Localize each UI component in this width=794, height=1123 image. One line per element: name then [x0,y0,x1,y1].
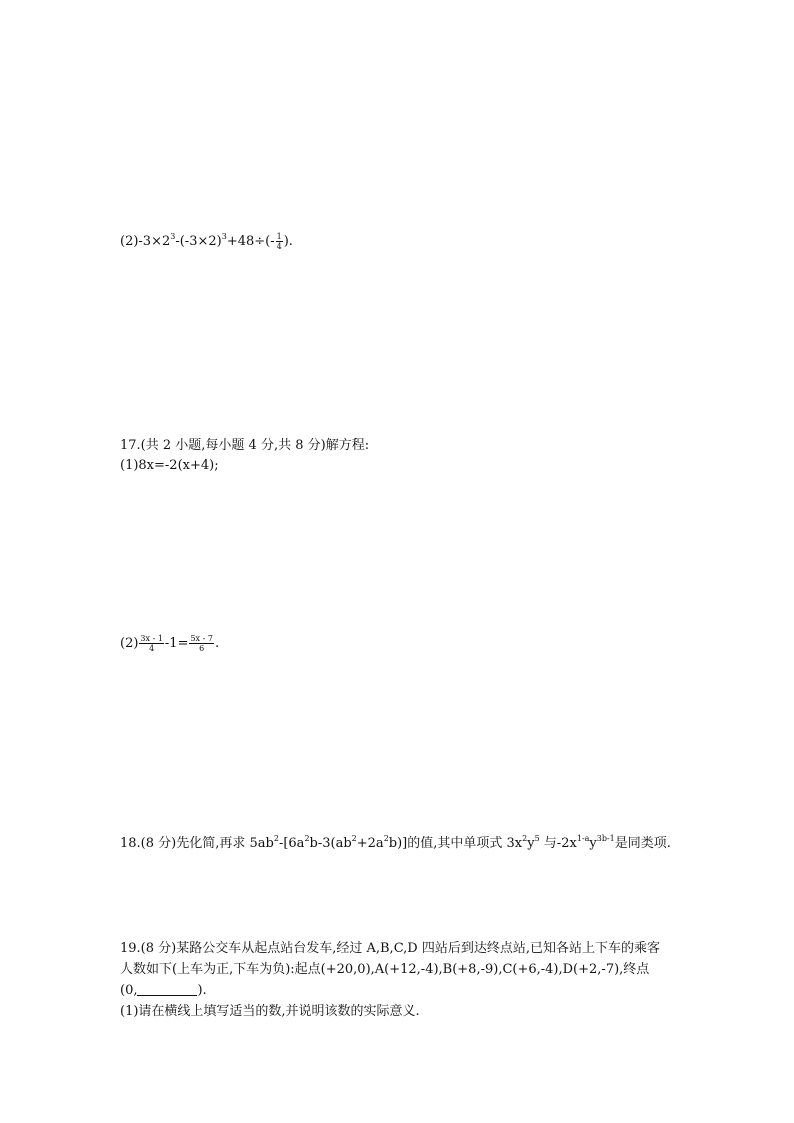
q17-header: 17.(共 2 小题,每小题 4 分,共 8 分)解方程: [120,438,370,453]
q17-text: -1= [164,636,189,651]
exponent: 5 [534,833,540,843]
fraction-denominator: 4 [149,644,155,653]
answer-blank[interactable] [137,982,197,996]
q17-part2 [120,634,219,654]
q16-part2 [120,232,293,252]
q18-text: 与-2x [539,836,577,851]
exponent: 3b-1 [596,833,615,843]
q16-text: ). [283,234,293,249]
q19-line3 [120,981,207,1001]
exponent: 2 [304,833,310,843]
q19-line4: (1)请在横线上填写适当的数,并说明该数的实际意义. [120,1004,420,1019]
exponent: 2 [383,833,389,843]
exponent: 3 [221,231,227,241]
q18-text: b-3(ab [309,836,352,851]
q18-text: -[6a [278,836,305,851]
exponent: 2 [522,833,528,843]
fraction-numerator: 3x - 1 [140,634,163,643]
fraction [189,634,213,653]
q18-text: 是同类项. [614,836,671,851]
exponent: 1-a [576,833,590,843]
q18-text: +2a [356,836,384,851]
q16-text: -(-3×2) [175,234,222,249]
fraction [139,634,163,653]
fraction-denominator: 6 [199,644,205,653]
fraction [276,232,283,251]
q19-line1: 19.(8 分)某路公交车从起点站台发车,经过 A,B,C,D 四站后到达终点站,已知各站上下车的乘客 [120,941,660,956]
exponent: 3 [170,231,176,241]
fraction-numerator: 5x - 7 [190,634,213,643]
q16-text: (2)-3×2 [120,234,171,249]
fraction-numerator: 1 [276,232,282,241]
q18-text: y [527,836,535,851]
exponent: 2 [273,833,279,843]
q18-line [120,834,671,854]
q19-line2: 人数如下(上车为正,下车为负):起点(+20,0),A(+12,-4),B(+8,-9),C(+6,-4),D(+2,-7),终点 [120,962,650,977]
q19-text: (0, [120,983,138,998]
q17-text: (2) [120,636,139,651]
q17-text: . [214,636,220,651]
q18-text: 18.(8 分)先化简,再求 5ab [120,836,274,851]
q18-text: y [589,836,597,851]
fraction-denominator: 4 [276,242,282,251]
q18-text: b)]的值,其中单项式 3x [388,836,523,851]
q19-text: ). [197,983,207,998]
exponent: 2 [351,833,357,843]
q17-part1: (1)8x=-2(x+4); [120,458,219,473]
q16-text: +48÷(- [226,234,275,249]
